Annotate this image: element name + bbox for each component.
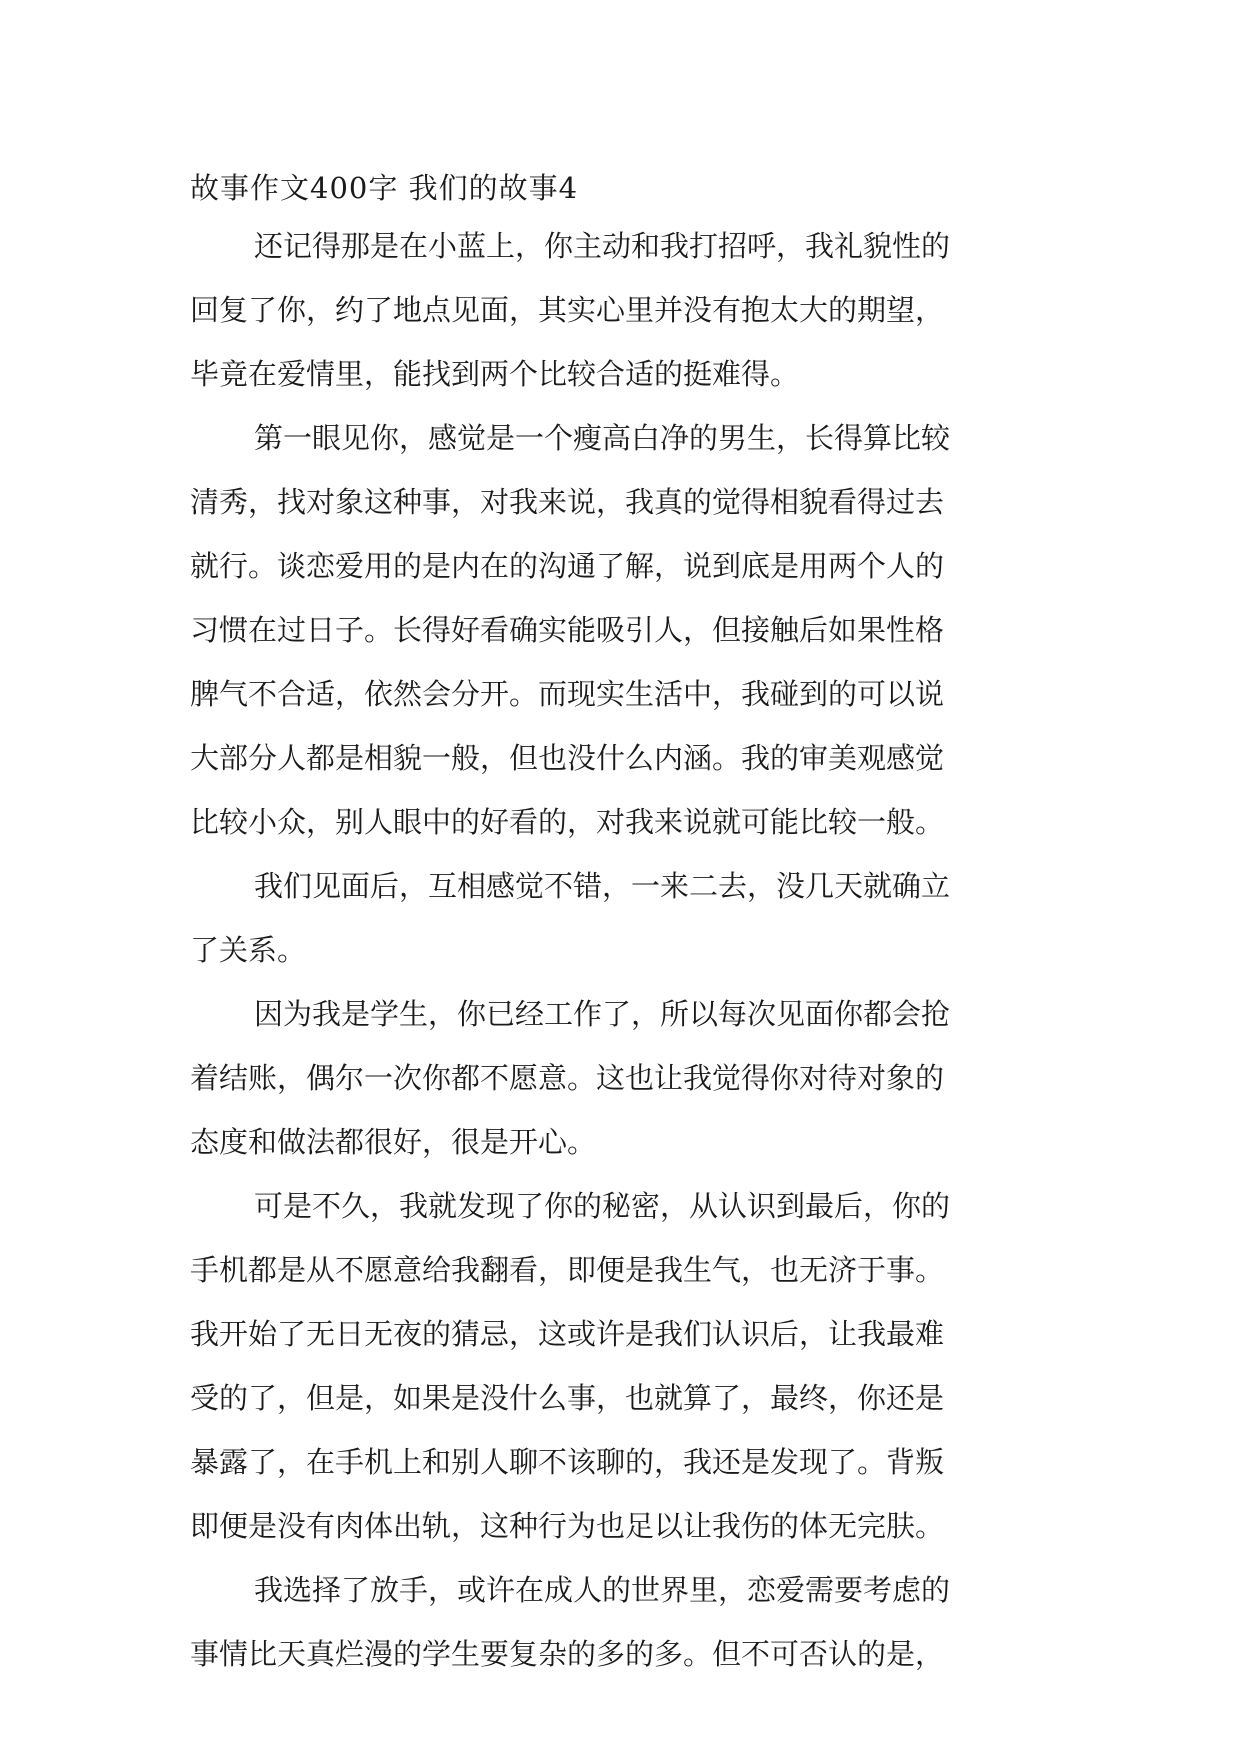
text-line: 可是不久，我就发现了你的秘密，从认识到最后，你的 — [254, 1189, 951, 1223]
text-line: 着结账，偶尔一次你都不愿意。这也让我觉得你对待对象的 — [190, 1061, 945, 1095]
text-line: 第一眼见你，感觉是一个瘦高白净的男生，长得算比较 — [254, 421, 951, 455]
text-line: 暴露了，在手机上和别人聊不该聊的，我还是发现了。背叛 — [190, 1445, 945, 1479]
text-line: 就行。谈恋爱用的是内在的沟通了解，说到底是用两个人的 — [190, 549, 945, 583]
text-line: 还记得那是在小蓝上，你主动和我打招呼，我礼貌性的 — [254, 229, 951, 263]
text-line: 受的了，但是，如果是没什么事，也就算了，最终，你还是 — [190, 1381, 945, 1415]
text-line: 我们见面后，互相感觉不错，一来二去，没几天就确立 — [254, 869, 951, 903]
text-line: 比较小众，别人眼中的好看的，对我来说就可能比较一般。 — [190, 805, 945, 839]
page-title: 故事作文400字 我们的故事4 — [190, 171, 579, 205]
text-line: 清秀，找对象这种事，对我来说，我真的觉得相貌看得过去 — [190, 485, 945, 519]
text-line: 回复了你，约了地点见面，其实心里并没有抱太大的期望， — [190, 293, 945, 327]
text-line: 即便是没有肉体出轨，这种行为也足以让我伤的体无完肤。 — [190, 1509, 945, 1543]
text-line: 毕竟在爱情里，能找到两个比较合适的挺难得。 — [190, 357, 800, 391]
text-line: 我开始了无日无夜的猜忌，这或许是我们认识后，让我最难 — [190, 1317, 945, 1351]
text-line: 我选择了放手，或许在成人的世界里，恋爱需要考虑的 — [254, 1573, 951, 1607]
text-line: 事情比天真烂漫的学生要复杂的多的多。但不可否认的是， — [190, 1637, 945, 1671]
text-line: 脾气不合适，依然会分开。而现实生活中，我碰到的可以说 — [190, 677, 945, 711]
text-line: 习惯在过日子。长得好看确实能吸引人，但接触后如果性格 — [190, 613, 945, 647]
text-line: 因为我是学生，你已经工作了，所以每次见面你都会抢 — [254, 997, 951, 1031]
text-line: 了关系。 — [190, 933, 307, 967]
text-line: 大部分人都是相貌一般，但也没什么内涵。我的审美观感觉 — [190, 741, 945, 775]
text-line: 态度和做法都很好，很是开心。 — [190, 1125, 597, 1159]
text-line: 手机都是从不愿意给我翻看，即便是我生气，也无济于事。 — [190, 1253, 945, 1287]
